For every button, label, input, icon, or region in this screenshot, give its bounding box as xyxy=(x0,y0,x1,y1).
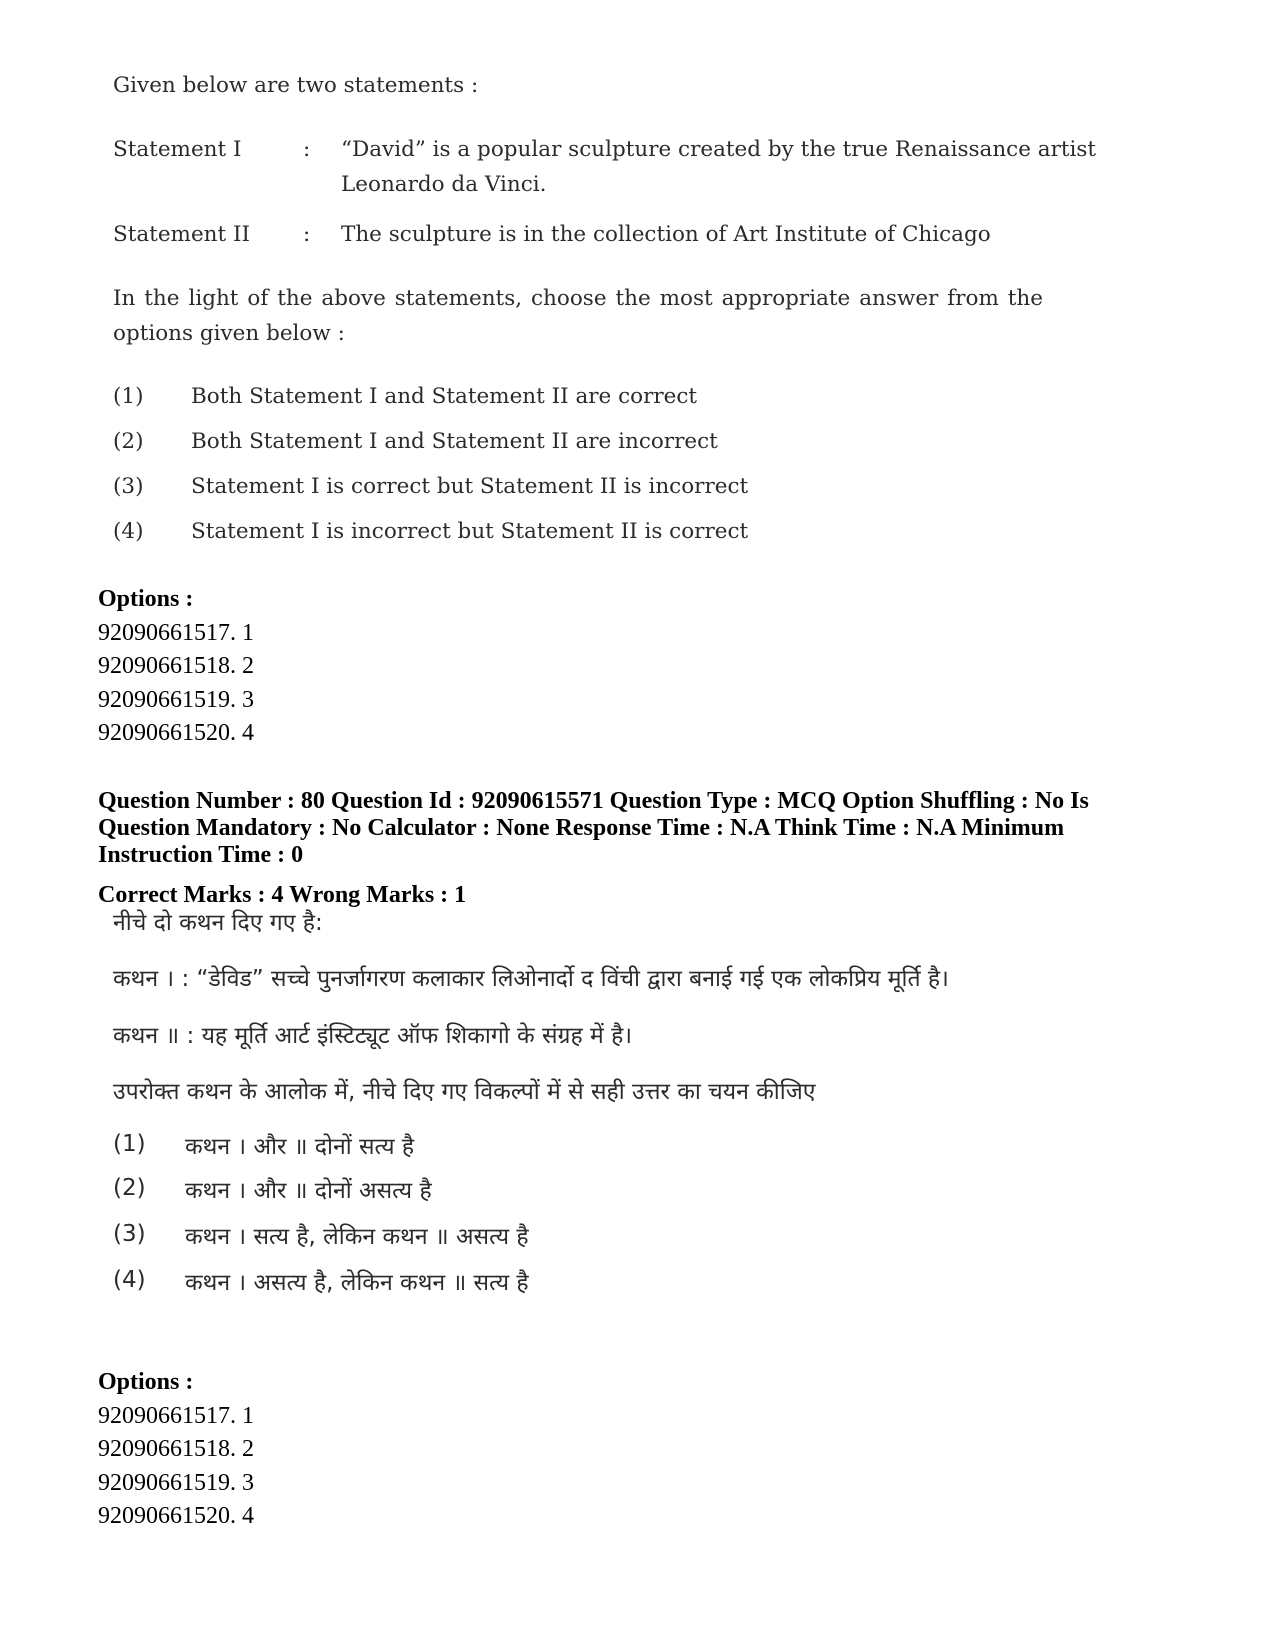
statement-2-text: The sculpture is in the collection of Art Institute of Chicago xyxy=(341,222,991,247)
hindi-choice-2-number: (2) xyxy=(113,1175,146,1201)
choice-3-text: Statement I is correct but Statement II is incorrect xyxy=(191,474,749,499)
statement-1-text: “David” is a popular sculpture created by the true Renaissance artist Leonardo da Vinci. xyxy=(341,137,1097,197)
hindi-choice-1-number: (1) xyxy=(113,1131,146,1157)
statement-1-separator: : xyxy=(303,137,311,162)
options-block-1 xyxy=(98,583,254,751)
hindi-choice-2-text: कथन । और ॥ दोनों असत्य है xyxy=(185,1178,432,1204)
hindi-choice-3-number: (3) xyxy=(113,1221,146,1247)
hindi-statement-1: कथन । : “डेविड” सच्चे पुनर्जागरण कलाकार लिओनार्दो द विंची द्वारा बनाई गई एक लोकप्रिय मूर्ति है। xyxy=(113,966,949,992)
choice-1-text: Both Statement I and Statement II are correct xyxy=(191,384,698,409)
question-intro: Given below are two statements : xyxy=(113,73,479,98)
hindi-question-intro: नीचे दो कथन दिए गए है: xyxy=(113,910,323,936)
option-id-3: 92090661519. 3 xyxy=(98,1469,254,1496)
option-id-4: 92090661520. 4 xyxy=(98,720,254,746)
hindi-choice-4-text: कथन । असत्य है, लेकिन कथन ॥ सत्य है xyxy=(185,1270,529,1296)
choice-4-text: Statement I is incorrect but Statement II is correct xyxy=(191,519,749,544)
statement-2-label: Statement II xyxy=(113,222,250,247)
hindi-choice-4-number: (4) xyxy=(113,1267,146,1293)
hindi-choice-3-text: कथन । सत्य है, लेकिन कथन ॥ असत्य है xyxy=(185,1224,529,1250)
option-id-1: 92090661517. 1 xyxy=(98,619,254,646)
hindi-choice-1-text: कथन । और ॥ दोनों सत्य है xyxy=(185,1134,415,1160)
hindi-question-instruction: उपरोक्त कथन के आलोक में, नीचे दिए गए विकल्पों में से सही उत्तर का चयन कीजिए xyxy=(113,1079,816,1105)
choice-3-number: (3) xyxy=(113,474,144,499)
choice-2-number: (2) xyxy=(113,429,144,454)
option-id-2: 92090661518. 2 xyxy=(98,1436,254,1462)
options-block-2 xyxy=(98,1366,254,1534)
choice-1-number: (1) xyxy=(113,384,144,409)
option-id-3: 92090661519. 3 xyxy=(98,686,254,713)
option-id-1: 92090661517. 1 xyxy=(98,1402,254,1429)
choice-4-number: (4) xyxy=(113,519,144,544)
question-marks: Correct Marks : 4 Wrong Marks : 1 xyxy=(98,882,467,908)
statement-1-label: Statement I xyxy=(113,137,242,162)
question-meta: Question Number : 80 Question Id : 92090615571 Question Type : MCQ Option Shuffling : No Is Question Mandatory : No Calculator : None Response Time : N.A Think Time : N.A Minimum Instruction Time : 0 xyxy=(98,788,1089,868)
statement-2-separator: : xyxy=(303,222,311,247)
option-id-4: 92090661520. 4 xyxy=(98,1503,254,1529)
hindi-statement-2: कथन ॥ : यह मूर्ति आर्ट इंस्टिट्यूट ऑफ शिकागो के संग्रह में है। xyxy=(113,1023,633,1049)
question-instruction: In the light of the above statements, choose the most appropriate answer from the options given below : xyxy=(113,286,1043,346)
options-heading: Options : xyxy=(98,586,194,612)
option-id-2: 92090661518. 2 xyxy=(98,653,254,679)
choice-2-text: Both Statement I and Statement II are incorrect xyxy=(191,429,718,454)
options-heading: Options : xyxy=(98,1369,194,1395)
